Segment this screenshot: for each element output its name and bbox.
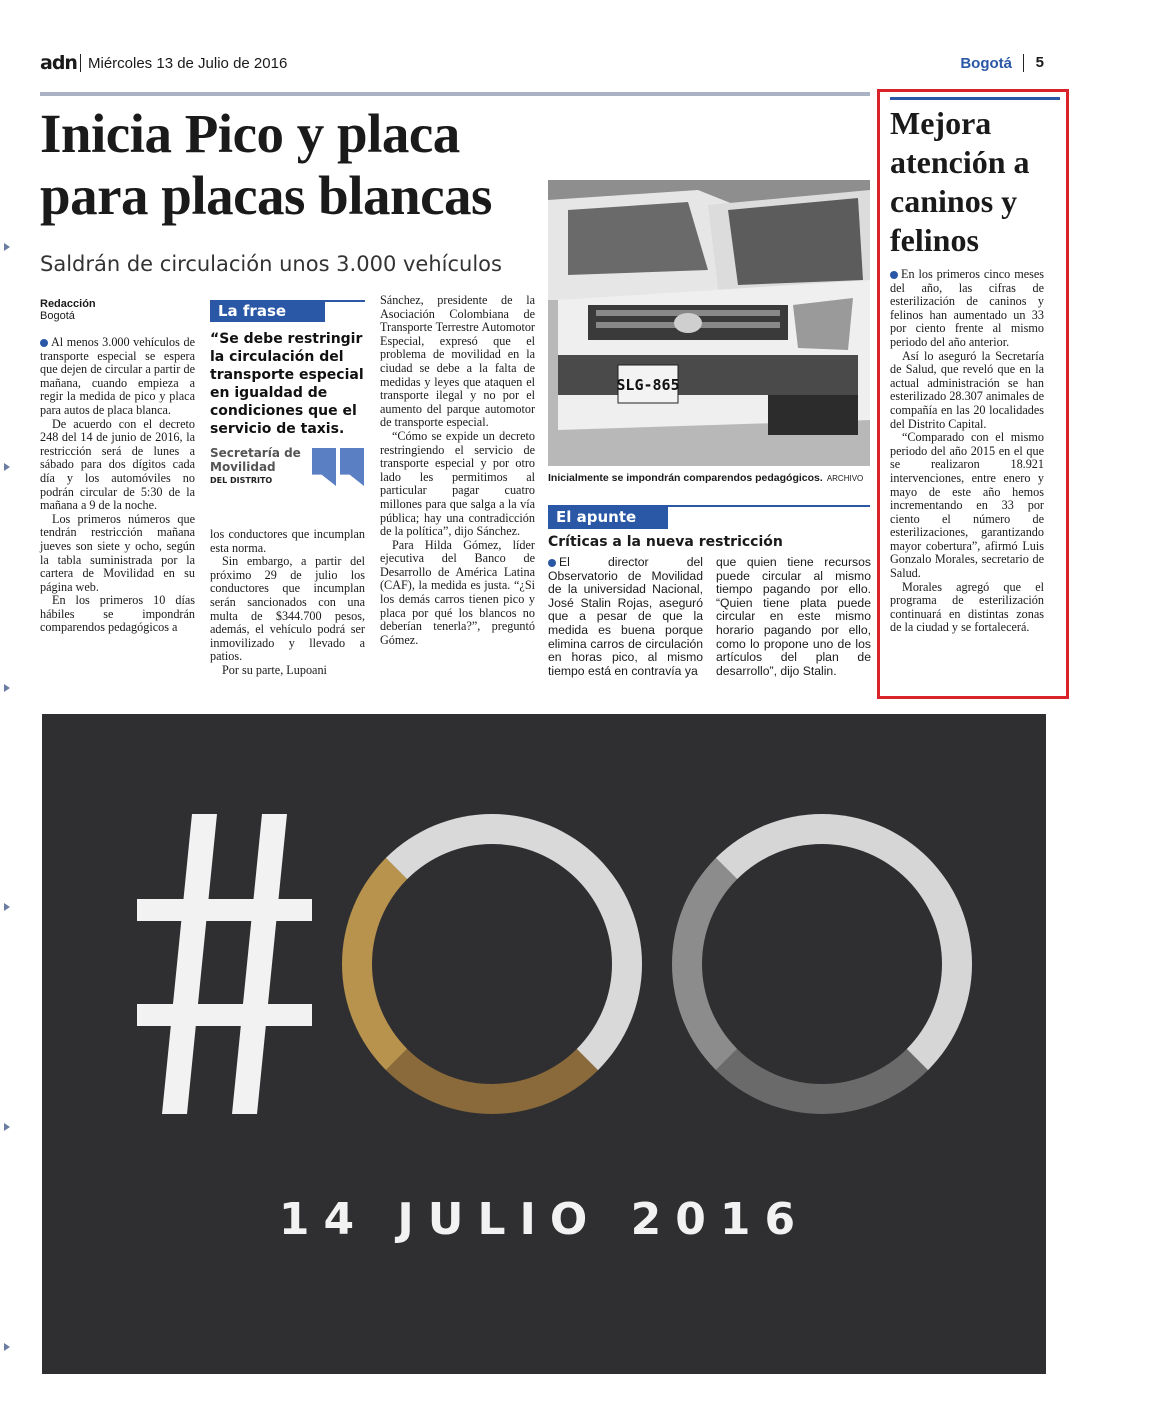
margin-mark-icon xyxy=(4,1123,10,1131)
la-frase-tag: La frase xyxy=(210,300,325,322)
el-apunte-rule xyxy=(668,505,870,507)
margin-mark-icon xyxy=(4,243,10,251)
sidebar-headline: Mejora atención a caninos y felinos xyxy=(890,105,1030,258)
el-apunte-tag: El apunte xyxy=(548,505,668,529)
quote-mark-icon xyxy=(340,448,364,486)
article-column-2 xyxy=(210,528,365,678)
paragraph: Sánchez, presidente de la Asociación Colombiana de Transporte Terrestre Automotor Especial, expresó que el problema de movilidad en la ciudad se debe a la falta de medidas y leyes que ataquen el transporte ilegal y no por el aumento del parque automotor de transporte especial. xyxy=(380,293,535,430)
paragraph: Al menos 3.000 vehículos de transporte especial se espera que dejen de circular a partir de mañana, cuando empieza a regir la medida de pico y placa para autos de placa blanca. xyxy=(40,335,195,417)
paragraph: En los primeros 10 días hábiles se impondrán comparendos pedagógicos a xyxy=(40,593,195,635)
el-apunte-title: Críticas a la nueva restricción xyxy=(548,534,783,550)
byline-name: Redacción xyxy=(40,298,96,310)
ad-date: 14 JULIO 2016 xyxy=(278,1194,810,1245)
hashtag-icon xyxy=(137,814,312,1114)
quote-source xyxy=(210,446,310,488)
bullet-icon xyxy=(890,271,898,279)
apunte-column-2 xyxy=(716,556,871,678)
paragraph: El director del Observatorio de Movilidad de la universidad Nacional, José Stalin Rojas, aseguró que a pesar de que la medida es buena porque elimina carros de circulación en horas pico, al mismo tiempo está en contravía ya xyxy=(548,555,703,678)
bullet-icon xyxy=(40,339,48,347)
paragraph: los conductores que incumplan esta norma. xyxy=(210,527,365,555)
masthead-divider xyxy=(1023,54,1024,72)
newspaper-logo: adn xyxy=(40,52,77,74)
main-headline: Inicia Pico y placa para placas blancas xyxy=(40,103,492,226)
quote-mark-icon xyxy=(312,448,336,486)
byline-city: Bogotá xyxy=(40,310,75,322)
pull-quote: “Se debe restringir la circulación del transporte especial en igualdad de condiciones que el servicio de taxis. xyxy=(210,331,364,437)
paragraph: Morales agregó que el programa de esterilización continuará en distintas zonas de la ciudad y se fortalecerá. xyxy=(890,579,1044,635)
ring-right-icon xyxy=(672,814,972,1114)
quote-source-line: Movilidad xyxy=(210,460,276,474)
issue-date: Miércoles 13 de Julio de 2016 xyxy=(88,55,288,72)
truck-photo xyxy=(548,180,870,466)
main-subheadline: Saldrán de circulación unos 3.000 vehículos xyxy=(40,252,502,276)
paragraph: Sin embargo, a partir del próximo 29 de julio los conductores que incumplan serán sancionados con una multa de $344.700 pesos, además, el vehículo podrá ser inmovilizado y llevado a patios. xyxy=(210,554,365,664)
paragraph: Por su parte, Lupoani xyxy=(222,662,327,677)
paragraph: Los primeros números que tendrán restricción mañana jueves son siete y ocho, según la tabla suministrada por la cartera de Movilidad en su página web. xyxy=(40,511,195,594)
la-frase-rule xyxy=(325,300,365,302)
sidebar-body xyxy=(890,268,1044,635)
advertisement xyxy=(42,714,1046,1374)
paragraph: Así lo aseguró la Secretaría de Salud, que reveló que en la actual administración se han esterilizado 28.307 animales de compañía en las 20 localidades del Distrito Capital. xyxy=(890,348,1044,431)
paragraph: “Comparado con el mismo periodo del año 2015 en el que se realizaron 18.921 intervenciones, entre enero y mayo de este año hemos incrementando en 33 por ciento el número de esterilizaciones, garantizando mayor cobertura”, afirmó Luis Gonzalo Morales, secretario de Salud. xyxy=(890,430,1044,581)
license-plate: SLG-865 xyxy=(616,376,680,394)
paragraph: que quien tiene recursos puede circular al mismo tiempo pagando por ello. “Quien tiene plata puede circular en este mismo horario pagando por ello, como lo propone uno de los artículos del plan de desarrollo”, dijo Stalin. xyxy=(716,555,871,678)
sidebar-rule xyxy=(890,97,1060,100)
bullet-icon xyxy=(548,559,556,567)
article-column-1 xyxy=(40,336,195,635)
margin-mark-icon xyxy=(4,684,10,692)
paragraph: Para Hilda Gómez, líder ejecutiva del Banco de Desarrollo de América Latina (CAF), la medida es justa. “¿Si los demás carros tienen pico y placa por qué los blancos no deberían tenerla?”, preguntó Gómez. xyxy=(380,537,535,647)
truck-illustration xyxy=(548,180,870,466)
paragraph: “Cómo se expide un decreto restringiendo el servicio de transporte especial y por otro lado les permitimos al particular pagar cuatro millones para que salga a la vía pública; hay una contradicción de la política”, dijo Sánchez. xyxy=(380,428,535,539)
article-column-3 xyxy=(380,294,535,647)
margin-mark-icon xyxy=(4,463,10,471)
ring-left-icon xyxy=(342,814,642,1114)
header-rule xyxy=(40,92,870,96)
section-name: Bogotá xyxy=(960,55,1012,72)
quote-source-line: DEL DISTRITO xyxy=(210,476,273,485)
margin-mark-icon xyxy=(4,903,10,911)
masthead-divider xyxy=(80,54,81,72)
caption-text: Inicialmente se impondrán comparendos pedagógicos. xyxy=(548,472,823,484)
masthead xyxy=(40,52,1050,76)
apunte-column-1 xyxy=(548,556,703,678)
photo-credit: ARCHIVO xyxy=(826,474,864,483)
quote-source-line: Secretaría de xyxy=(210,446,301,460)
photo-caption xyxy=(548,472,870,484)
paragraph: En los primeros cinco meses del año, las cifras de esterilización de caninos y felinos han aumentado un 33 por ciento frente al mismo periodo del año anterior. xyxy=(890,267,1044,349)
margin-mark-icon xyxy=(4,1343,10,1351)
paragraph: De acuerdo con el decreto 248 del 14 de junio de 2016, la restricción será de lunes a sábado para dos dígitos cada día y los automóviles no podrán circular de 5:30 de la mañana a 9 de la noche. xyxy=(40,416,195,513)
page-number: 5 xyxy=(1035,54,1044,71)
byline xyxy=(40,298,96,322)
